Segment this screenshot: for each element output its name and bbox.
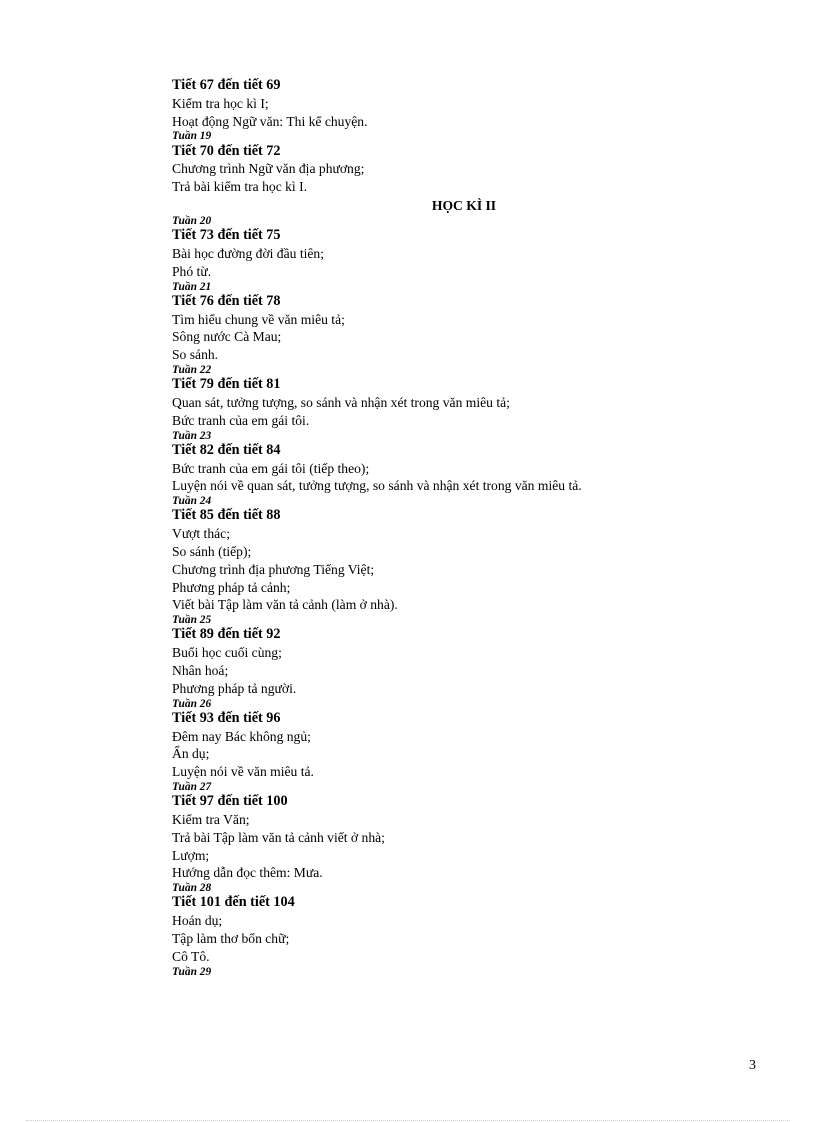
- week-label: Tuần 21: [172, 280, 212, 293]
- page-number: 3: [749, 1058, 756, 1073]
- lesson-item: So sánh (tiếp);: [172, 543, 252, 559]
- lesson-heading: Tiết 70 đến tiết 72: [172, 142, 281, 159]
- lesson-heading: Tiết 85 đến tiết 88: [172, 507, 281, 524]
- lesson-item: Chương trình Ngữ văn địa phương;: [172, 161, 365, 177]
- lesson-item: Trả bài kiểm tra học kì I.: [172, 179, 308, 195]
- lesson-item: Phương pháp tả người.: [172, 680, 297, 696]
- lesson-heading: Tiết 79 đến tiết 81: [172, 376, 281, 393]
- lesson-item: Ẩn dụ;: [172, 746, 210, 762]
- week-label: Tuần 20: [172, 214, 212, 227]
- lesson-item: Hoạt động Ngữ văn: Thi kể chuyện.: [172, 113, 368, 129]
- lesson-heading: Tiết 89 đến tiết 92: [172, 626, 281, 643]
- lesson-item: Quan sát, tưởng tượng, so sánh và nhận xét trong văn miêu tả;: [172, 394, 510, 410]
- week-label: Tuần 24: [172, 495, 212, 508]
- lesson-item: Bức tranh của em gái tôi (tiếp theo);: [172, 460, 370, 476]
- week-label: Tuần 25: [172, 614, 212, 627]
- lesson-item: Đêm nay Bác không ngủ;: [172, 728, 311, 744]
- lesson-item: Bài học đường đời đầu tiên;: [172, 245, 324, 261]
- lesson-item: Tìm hiểu chung về văn miêu tả;: [172, 311, 345, 327]
- week-label: Tuần 29: [172, 965, 212, 978]
- lesson-item: Buổi học cuối cùng;: [172, 645, 282, 661]
- lesson-item: Vượt thác;: [172, 526, 230, 542]
- lesson-heading: Tiết 76 đến tiết 78: [172, 292, 281, 309]
- lesson-item: Hoán dụ;: [172, 913, 223, 929]
- lesson-item: Luyện nói về quan sát, tưởng tượng, so sánh và nhận xét trong văn miêu tả.: [172, 478, 582, 494]
- lesson-item: Phó từ.: [172, 263, 212, 279]
- lesson-item: Luyện nói về văn miêu tả.: [172, 764, 314, 780]
- week-label: Tuần 27: [172, 780, 212, 793]
- lesson-heading: Tiết 93 đến tiết 96: [172, 709, 281, 726]
- lesson-heading: Tiết 67 đến tiết 69: [172, 77, 281, 93]
- lesson-item: Lượm;: [172, 847, 210, 863]
- lesson-heading: Tiết 73 đến tiết 75: [172, 227, 281, 244]
- lesson-item: Kiểm tra học kì I;: [172, 95, 269, 111]
- week-label: Tuần 26: [172, 697, 212, 710]
- lesson-item: So sánh.: [172, 347, 219, 363]
- page-bottom-divider: [26, 1120, 790, 1121]
- lesson-item: Trả bài Tập làm văn tả cảnh viết ở nhà;: [172, 829, 385, 845]
- week-label: Tuần 19: [172, 130, 212, 143]
- lesson-item: Chương trình địa phương Tiếng Việt;: [172, 561, 375, 577]
- lesson-item: Phương pháp tả cảnh;: [172, 579, 291, 595]
- lesson-heading: Tiết 97 đến tiết 100: [172, 793, 288, 810]
- week-label: Tuần 22: [172, 363, 212, 376]
- document-body: [172, 77, 732, 978]
- week-label: Tuần 28: [172, 882, 212, 895]
- lesson-item: Viết bài Tập làm văn tả cảnh (làm ở nhà).: [172, 597, 398, 613]
- lesson-item: Hướng dẫn đọc thêm: Mưa.: [172, 865, 323, 881]
- lesson-heading: Tiết 82 đến tiết 84: [172, 441, 281, 458]
- term-heading: HỌC KÌ II: [431, 197, 497, 213]
- lesson-item: Bức tranh của em gái tôi.: [172, 412, 310, 428]
- week-label: Tuần 23: [172, 429, 212, 442]
- lesson-item: Nhân hoá;: [172, 662, 229, 678]
- lesson-heading: Tiết 101 đến tiết 104: [172, 894, 295, 911]
- lesson-item: Sông nước Cà Mau;: [172, 329, 282, 345]
- lesson-item: Kiểm tra Văn;: [172, 811, 250, 827]
- lesson-item: Cô Tô.: [172, 948, 210, 964]
- lesson-item: Tập làm thơ bốn chữ;: [172, 930, 290, 946]
